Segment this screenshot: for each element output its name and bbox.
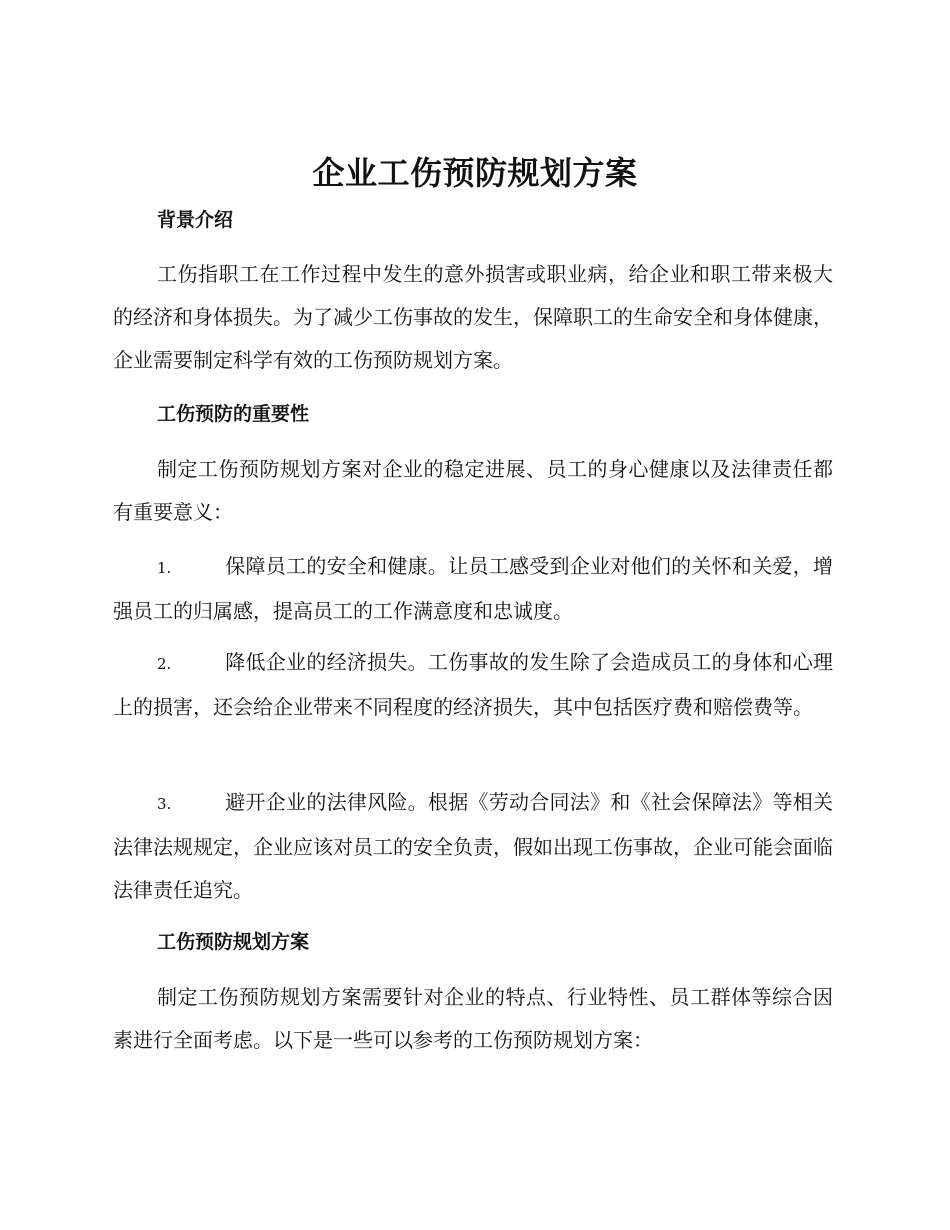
- list-item: [113, 641, 833, 729]
- list-item-text: 保障员工的安全和健康。让员工感受到企业对他们的关怀和关爱，增强员工的归属感，提高员工的工作满意度和忠诚度。: [113, 554, 833, 623]
- section-heading-importance: 工伤预防的重要性: [157, 403, 310, 425]
- list-item-number: 3.: [157, 795, 172, 813]
- paragraph-importance: 制定工伤预防规划方案对企业的稳定进展、员工的身心健康以及法律责任都有重要意义：: [113, 457, 833, 524]
- list-item-text: 降低企业的经济损失。工伤事故的发生除了会造成员工的身体和心理上的损害，还会给企业带来不同程度的经济损失，其中包括医疗费和赔偿费等。: [113, 650, 833, 719]
- list-item: [113, 545, 833, 633]
- section-heading-background: 背景介绍: [157, 209, 234, 231]
- paragraph-background: 工伤指职工在工作过程中发生的意外损害或职业病，给企业和职工带来极大的经济和身体损失。为了减少工伤事故的发生，保障职工的生命安全和身体健康，企业需要制定科学有效的工伤预防规划方案。: [113, 262, 833, 372]
- paragraph-plan: 制定工伤预防规划方案需要针对企业的特点、行业特性、员工群体等综合因素进行全面考虑。以下是一些可以参考的工伤预防规划方案：: [113, 985, 833, 1052]
- section-heading-plan: 工伤预防规划方案: [157, 931, 310, 953]
- list-item: [113, 781, 833, 912]
- list-item-number: 1.: [157, 559, 172, 577]
- document-title: 企业工伤预防规划方案: [312, 154, 638, 192]
- list-item-text: 避开企业的法律风险。根据《劳动合同法》和《社会保障法》等相关法律法规规定，企业应该对员工的安全负责，假如出现工伤事故，企业可能会面临法律责任追究。: [113, 790, 833, 902]
- list-item-number: 2.: [157, 655, 172, 673]
